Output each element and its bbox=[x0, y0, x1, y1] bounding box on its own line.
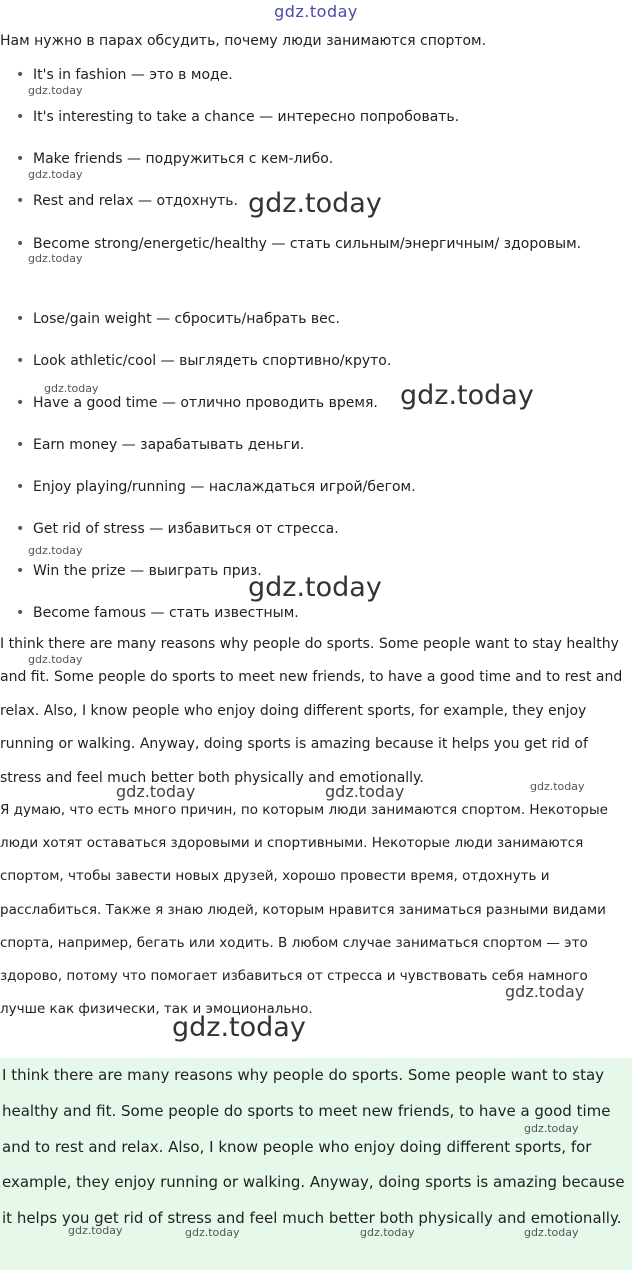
site-logo: gdz.today bbox=[274, 2, 358, 21]
watermark-label: gdz.today bbox=[248, 572, 382, 603]
list-item: • Rest and relax — отдохнуть. bbox=[0, 186, 600, 228]
watermark-label: gdz.today bbox=[360, 1226, 415, 1239]
watermark-label: gdz.today bbox=[28, 168, 83, 181]
watermark-label: gdz.today bbox=[248, 188, 382, 219]
watermark-label: gdz.today bbox=[400, 380, 534, 411]
watermark-label: gdz.today bbox=[28, 544, 83, 557]
watermark-label: gdz.today bbox=[185, 1226, 240, 1239]
watermark-label: gdz.today bbox=[68, 1224, 123, 1237]
watermark-label: gdz.today bbox=[530, 780, 585, 793]
watermark-label: gdz.today bbox=[325, 782, 405, 801]
list-item: • Become famous — стать известным. bbox=[0, 598, 600, 640]
list-item: • Get rid of stress — избавиться от стресса. bbox=[0, 514, 600, 556]
list-item: • It's interesting to take a chance — интересно попробовать. bbox=[0, 102, 600, 144]
watermark-label: gdz.today bbox=[524, 1226, 579, 1239]
watermark-label: gdz.today bbox=[505, 982, 585, 1001]
list-item: • It's in fashion — это в моде. bbox=[0, 60, 600, 102]
list-item: • Have a good time — отлично проводить время. bbox=[0, 388, 600, 430]
watermark-label: gdz.today bbox=[28, 653, 83, 666]
task-intro: Нам нужно в парах обсудить, почему люди занимаются спортом. bbox=[0, 33, 487, 49]
list-item: • Make friends — подружиться с кем-либо. bbox=[0, 144, 600, 186]
list-item: • Lose/gain weight — сбросить/набрать вес. bbox=[0, 304, 600, 346]
list-item: • Win the prize — выиграть приз. bbox=[0, 556, 600, 598]
list-item: • Become strong/energetic/healthy — стать сильным/энергичным/ здоровым. bbox=[0, 228, 600, 304]
watermark-label: gdz.today bbox=[44, 382, 99, 395]
answer-box bbox=[0, 1058, 632, 1270]
watermark-label: gdz.today bbox=[28, 84, 83, 97]
paragraph-english: I think there are many reasons why people do sports. Some people want to stay healthy and fit. Some people do sports to meet new friends, to have a good time and to rest and relax. Also, I know people who enjoy doing different sports, for example, they enjoy running or walking. Anyway, doing sports is amazing because it helps you get rid of stress and feel much better both physically and emotionally. bbox=[0, 636, 623, 786]
list-item: • Earn money — зарабатывать деньги. bbox=[0, 430, 600, 472]
watermark-label: gdz.today bbox=[28, 252, 83, 265]
watermark-label: gdz.today bbox=[116, 782, 196, 801]
list-item: • Look athletic/cool — выглядеть спортивно/круто. bbox=[0, 346, 600, 388]
watermark-label: gdz.today bbox=[172, 1012, 306, 1043]
paragraph-russian: Я думаю, что есть много причин, по которым люди занимаются спортом. Некоторые люди хотят оставаться здоровыми и спортивными. Некоторые люди занимаются спортом, чтобы завести новых друзей, хорошо провести время, отдохнуть и расслабиться. Также я знаю людей, которым нравится заниматься разными видами спорта, например, бегать или ходить. В любом случае заниматься спортом — это здорово, потому что помогает избавиться от стресса и чувствовать себя намного лучше как физически, так и эмоционально. bbox=[0, 802, 608, 1018]
answer-text: I think there are many reasons why people do sports. Some people want to stay healthy and fit. Some people do sports to meet new friends, to have a good time and to rest and relax. Also, I know people who enjoy doing different sports, for example, they enjoy running or walking. Anyway, doing sports is amazing because it helps you get rid of stress and feel much better both physically and emotionally. bbox=[2, 1066, 625, 1228]
watermark-label: gdz.today bbox=[524, 1122, 579, 1135]
reasons-list bbox=[0, 60, 600, 640]
list-item: • Enjoy playing/running — наслаждаться игрой/бегом. bbox=[0, 472, 600, 514]
